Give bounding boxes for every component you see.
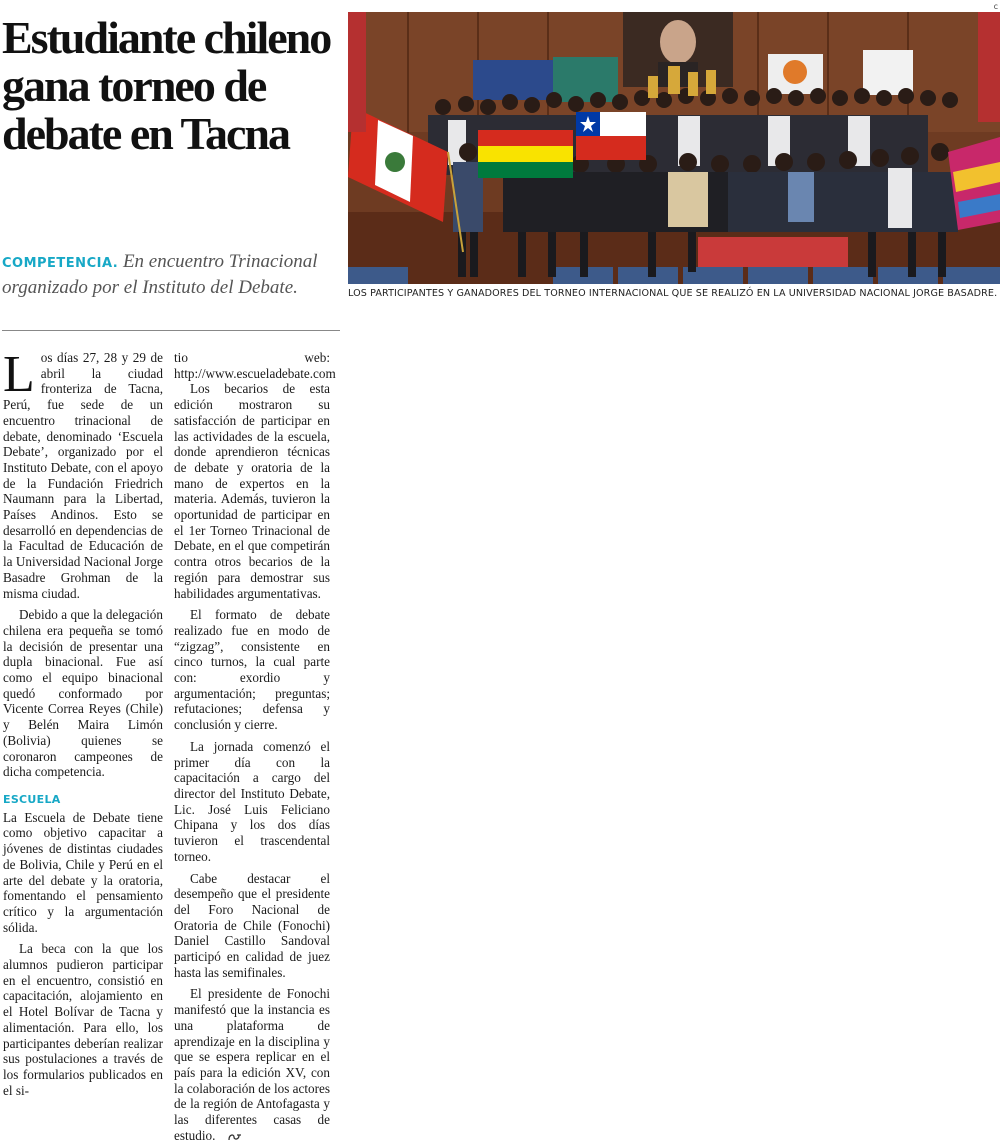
article-paragraph: La beca con la que los alumnos pudieron participar en el encuentro, consistió en capacitación, alojamiento en el Hotel Bolívar de Tacna y alimentación. Para ello, los participantes deberían realizar sus postulaciones a través de los formularios publicados en el si- (3, 941, 163, 1098)
kicker-text: En encuentro Trinacional organizado por el Instituto del Debate. (2, 251, 318, 298)
article-paragraph: La jornada comenzó el primer día con la capacitación a cargo del director del Instituto Debate, Lic. José Luis Feliciano Chipana y los dos días tuvieron el trascendental torneo. (174, 738, 330, 864)
corner-mark: c (993, 2, 998, 11)
article-column-2 (174, 350, 336, 1143)
article-paragraph: Cabe destacar el desempeño que el presidente del Foro Nacional de Oratoria de Chile (Fonochi) Daniel Castillo Sandoval participó en calidad de juez hasta las semifinales. (174, 870, 330, 980)
paragraph-text: El presidente de Fonochi manifestó que la instancia es una plataforma de aprendizaje en la disciplina y que se espera replicar en el país para la edición XV, con la colaboración de los actores de la región de Antofagasta y las diferentes casas de estudio. (174, 986, 330, 1143)
section-subhead: ESCUELA (3, 792, 61, 806)
article-paragraph: El formato de debate realizado fue en modo de “zigzag”, consistente en cinco turnos, la cual parte con: exordio y argumentación; preguntas; refutaciones; defensa y conclusión y cierre. (174, 607, 330, 733)
end-of-article-mark-icon (227, 1132, 243, 1142)
article-paragraph (3, 346, 163, 601)
photo-caption: LOS PARTICIPANTES Y GANADORES DEL TORNEO INTERNACIONAL QUE SE REALIZÓ EN LA UNIVERSIDAD NACIONAL JORGE BASADRE. (348, 288, 998, 299)
article-paragraph (174, 986, 330, 1143)
paragraph-text: os días 27, 28 y 29 de abril la ciudad fronteriza de Tacna, Perú, fue sede de un encuentro trinacional de debate, denominado ‘Escuela Debate’, organizado por el Instituto Debate, con el apoyo de la Fundación Friedrich Naumann para la Libertad, Países Andinos. Esto se desarrolló en dependencias de la Facultad de Educación de la Universidad Nacional Jorge Basadre Grohman de la misma ciudad. (3, 350, 163, 601)
article-column-1 (3, 346, 163, 1098)
article-paragraph: tio web: http://www.escueladebate.com (174, 350, 336, 381)
article-kicker (2, 250, 332, 300)
group-photo-illustration (348, 12, 1000, 284)
section-divider (2, 330, 340, 331)
article-paragraph: Debido a que la delegación chilena era pequeña se tomó la decisión de presentar una dupla binacional. Fue así como el equipo binacional quedó conformado por Vicente Correa Reyes (Chile) y Belén Maira Limón (Bolivia) quienes se coronaron campeones de dicha competencia. (3, 607, 163, 780)
article-paragraph: La Escuela de Debate tiene como objetivo capacitar a jóvenes de distintas ciudades de Bolivia, Chile y Perú en el arte del debate y la oratoria, fomentando el pensamiento crítico y la argumentación sólida. (3, 809, 163, 935)
article-headline: Estudiante chileno gana torneo de debate en Tacna (2, 12, 331, 159)
article-paragraph: Los becarios de esta edición mostraron su satisfacción de participar en las actividades de la escuela, donde aprendieron técnicas de debate y oratoria de la mano de expertos en la materia. Además, tuvieron la oportunidad de participar en el 1er Torneo Trinacional de Debate, en el que competirán contra otros becarios de la región para demostrar sus habilidades argumentativas. (174, 381, 330, 601)
drop-cap: L (3, 346, 35, 403)
group-photo (348, 12, 1000, 284)
kicker-label: COMPETENCIA. (2, 256, 119, 271)
